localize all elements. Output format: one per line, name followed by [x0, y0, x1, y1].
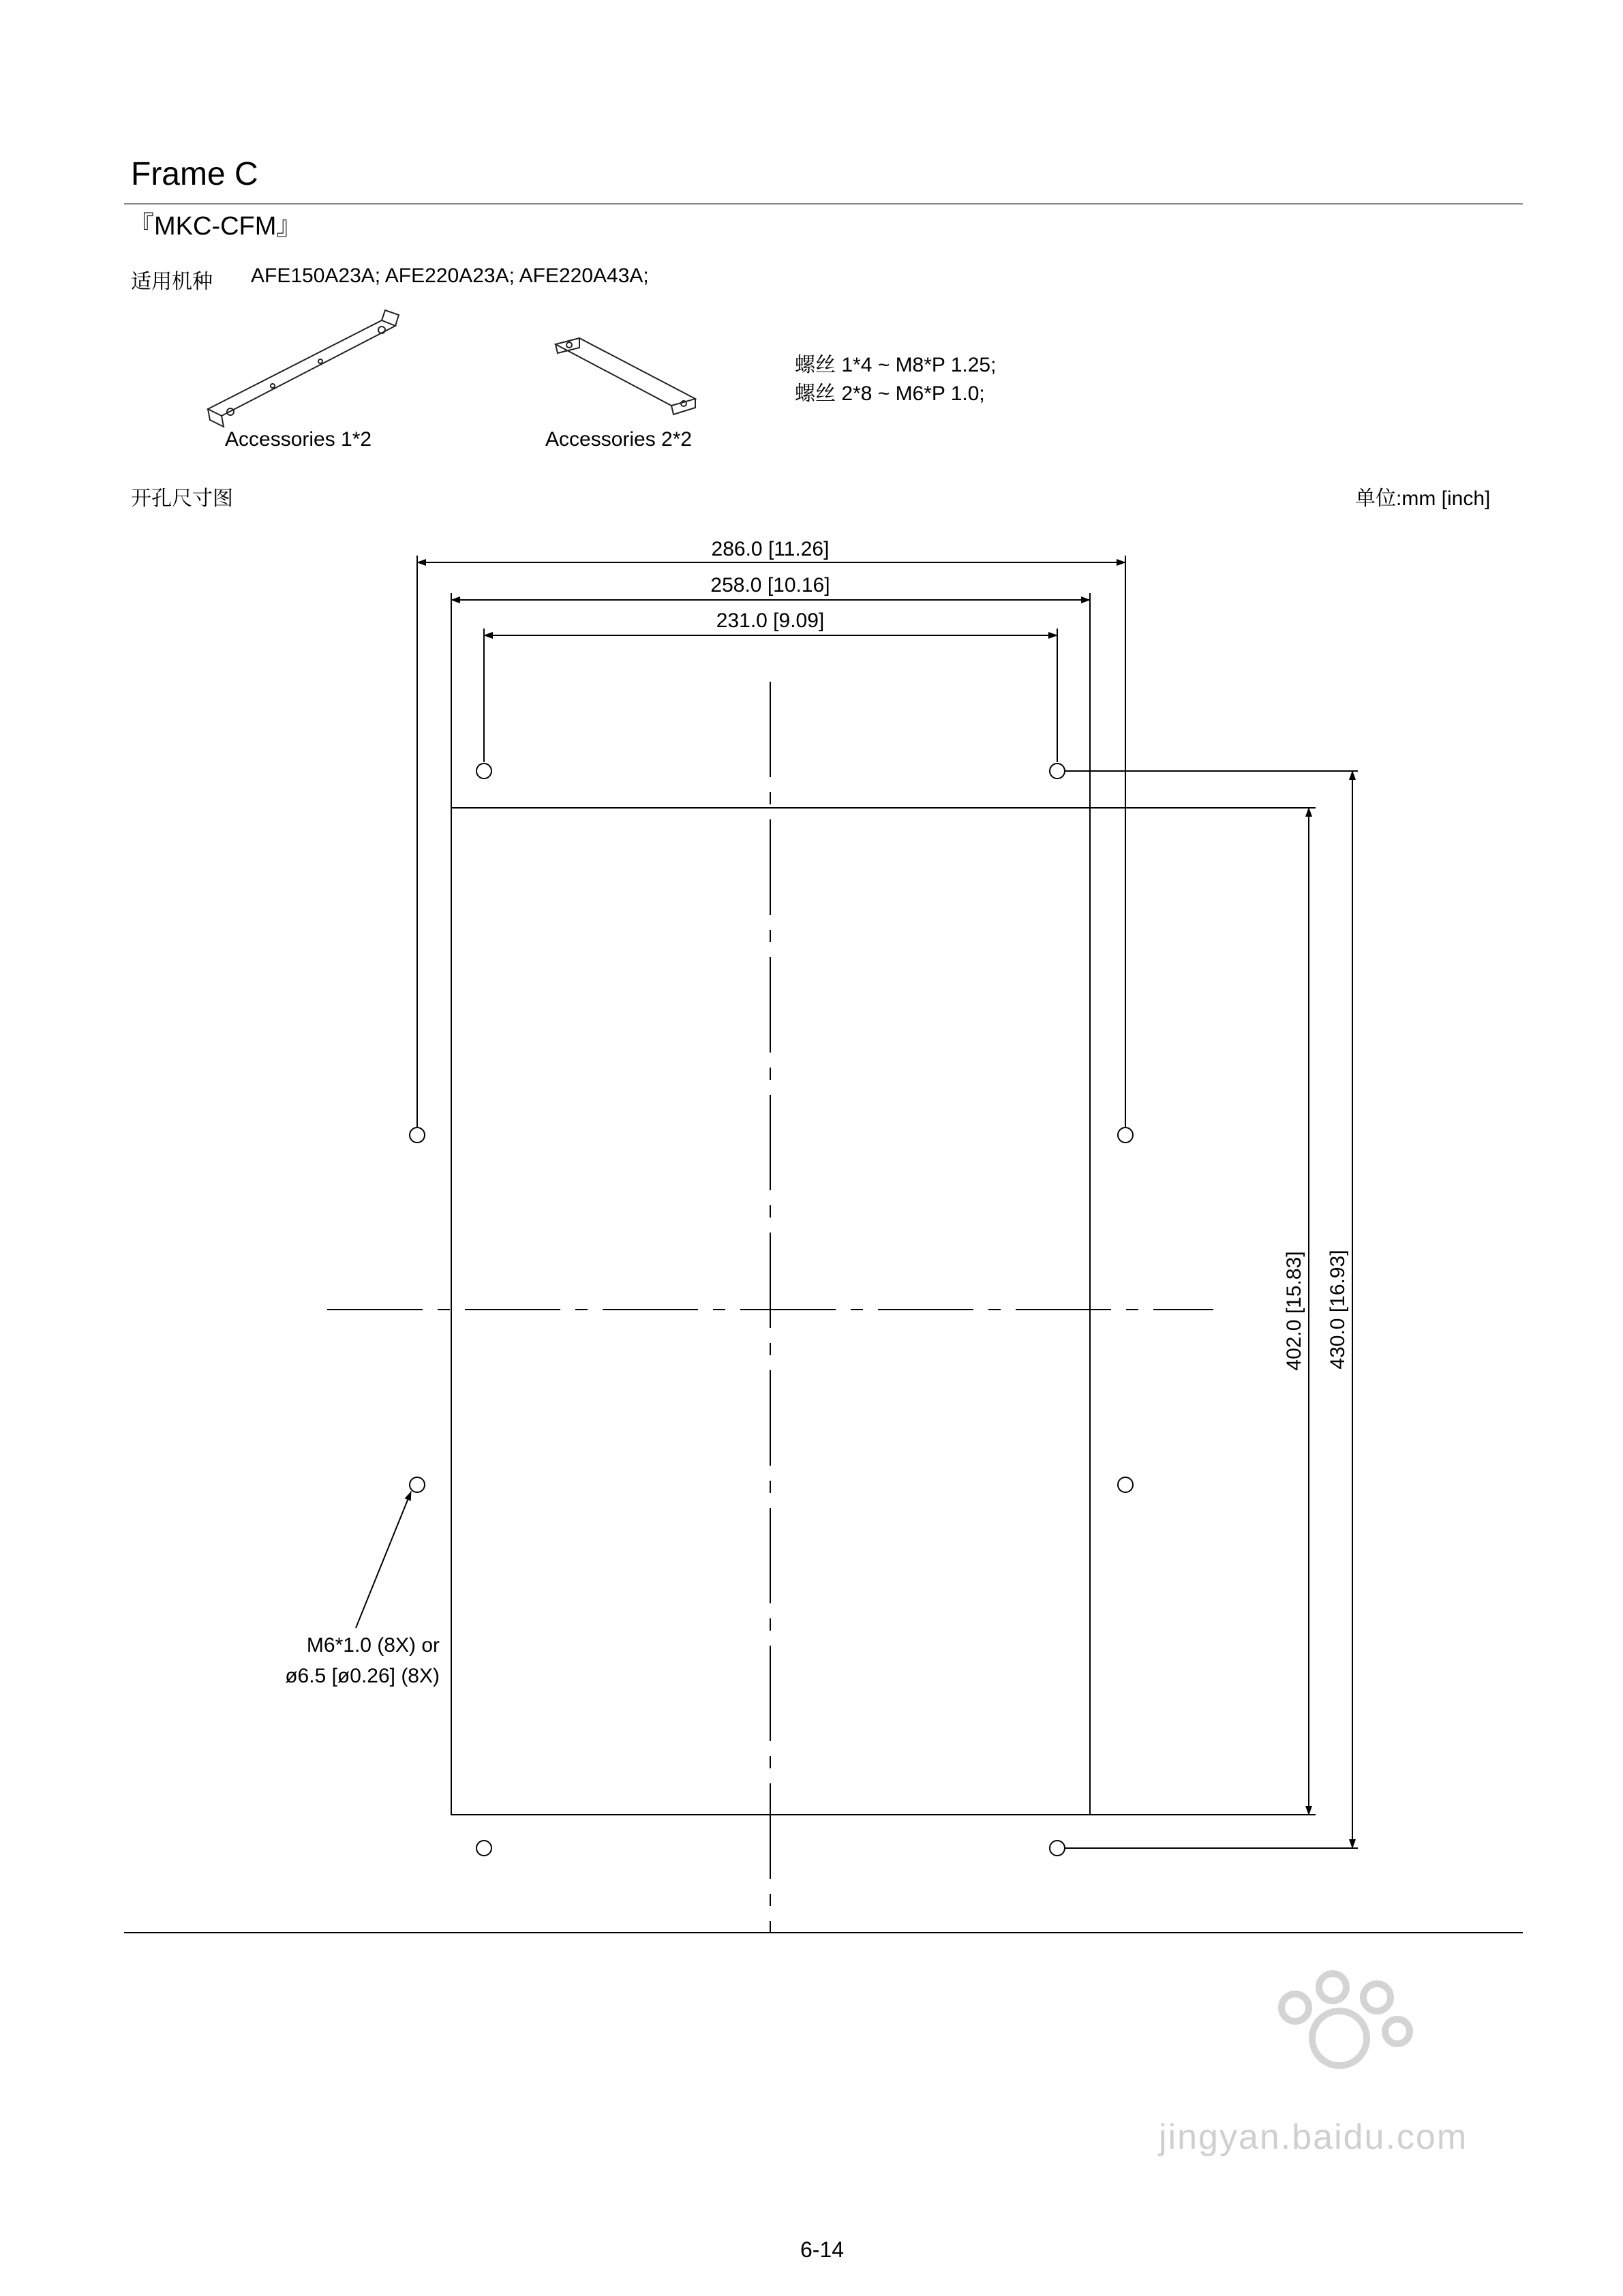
dim-outer-width: [417, 556, 1125, 1128]
hole-leader: [356, 1492, 411, 1628]
dim-mid-width-label: 258.0 [10.16]: [710, 574, 830, 596]
page-number: 6-14: [800, 2237, 845, 2262]
dim-outer-height-label: 430.0 [16.93]: [1326, 1250, 1349, 1370]
screw-spec-2: 螺丝 2*8 ~ M6*P 1.0;: [795, 382, 985, 405]
watermark-url: jingyan.baidu.com: [1159, 2117, 1468, 2157]
mounting-hole: [410, 1128, 425, 1143]
mounting-hole: [1118, 1128, 1133, 1143]
accessory-2-label: Accessories 2*2: [545, 428, 693, 451]
mounting-hole: [1118, 1477, 1133, 1492]
accessory-1-label: Accessories 1*2: [225, 428, 372, 451]
screw-spec-1: 螺丝 1*4 ~ M8*P 1.25;: [795, 354, 997, 376]
mounting-hole: [1050, 1841, 1065, 1856]
accessory-2-illustration: [556, 338, 695, 414]
mounting-hole: [476, 1841, 491, 1856]
watermark-logo: [1281, 1974, 1410, 2066]
dim-outer-width-label: 286.0 [11.26]: [711, 538, 830, 560]
dim-inner-height-label: 402.0 [15.83]: [1283, 1251, 1305, 1371]
mounting-hole: [1050, 764, 1065, 779]
hole-note-line2: ø6.5 [ø0.26] (8X): [285, 1665, 440, 1687]
model-code: 『MKC-CFM』: [128, 212, 303, 241]
dim-inner-width-label: 231.0 [9.09]: [716, 609, 825, 632]
dim-inner-height: [1090, 808, 1316, 1815]
cutout-drawing-title: 开孔尺寸图: [131, 487, 233, 510]
applicable-models-value: AFE150A23A; AFE220A23A; AFE220A43A;: [251, 265, 649, 287]
applicable-models-label: 适用机种: [131, 271, 213, 293]
unit-label: 单位:mm [inch]: [1355, 487, 1491, 510]
accessory-1-illustration: [208, 310, 399, 427]
frame-title: Frame C: [131, 156, 258, 192]
hole-note-line1: M6*1.0 (8X) or: [306, 1634, 440, 1657]
mounting-hole: [476, 764, 491, 779]
mounting-hole: [410, 1477, 425, 1492]
